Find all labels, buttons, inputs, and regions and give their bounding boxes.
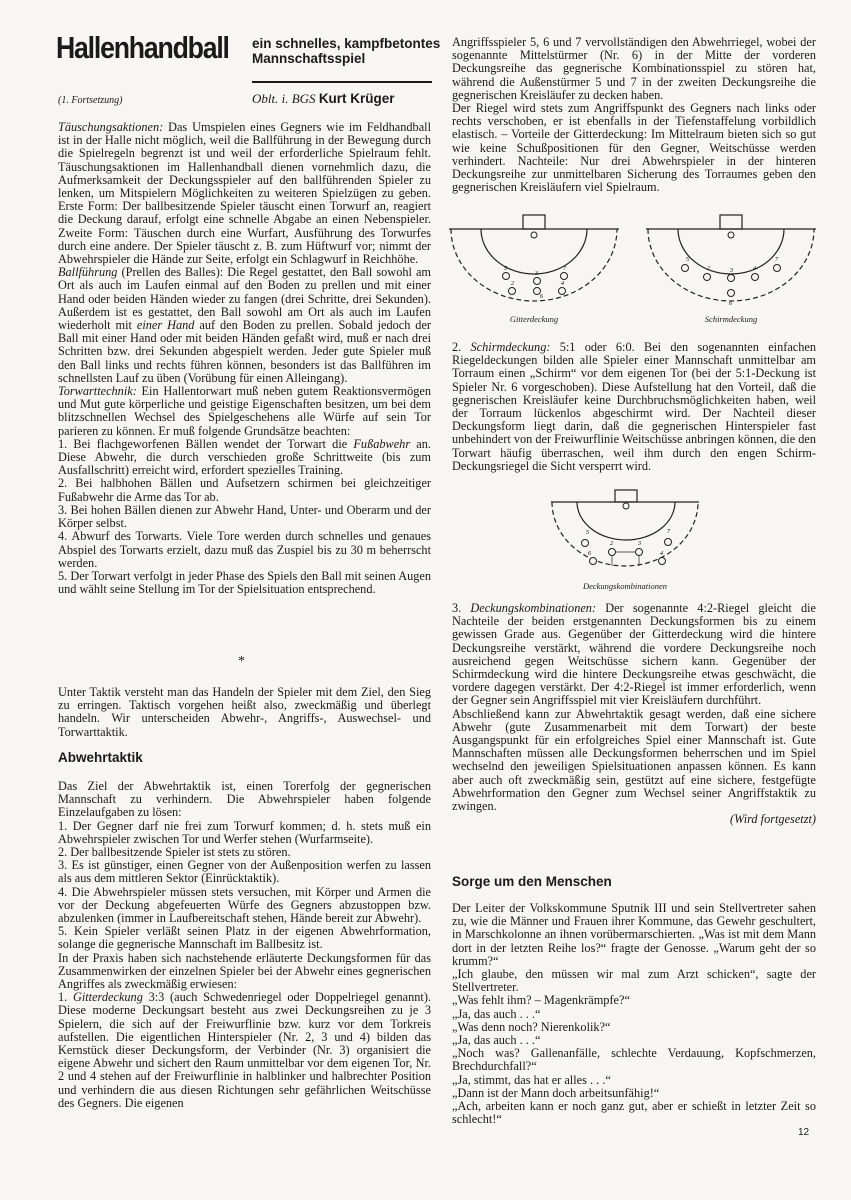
- paragraph-schirmdeckung: [452, 341, 816, 473]
- player-number: 7: [667, 529, 670, 535]
- diagram-caption: Schirmdeckung: [704, 314, 758, 324]
- lead-term: Täuschungsaktionen:: [58, 120, 164, 134]
- dialogue-line: „Ich glaube, den müssen wir mal zum Arzt schicken“, sagte der Stellvertreter.: [452, 967, 816, 995]
- paragraph-text: (Prellen des Balles): Die Regel gestattet, den Ball sowohl am Ort als auch im Laufen einmal auf den Boden zu prellen und mit einer Hand oder beiden Händen wieder zu fangen (drei Schritte, drei Sekunden). Außerdem ist es gestattet, den Ball sowohl am Ort als auch im Laufen wiederholt mit: [58, 265, 431, 333]
- dialogue-line: „Ja, stimmt, das hat er alles . . .“: [452, 1072, 611, 1087]
- paragraph-taktik: Unter Taktik versteht man das Handeln der Spieler mit dem Ziel, den Sieg zu erringen. Taktisch vorgehen heißt also, zweckmäßig und überlegt handeln. Wir unterscheiden Abwehr-, Angriffs-, Auswechsel- und Torwarttaktik.: [58, 685, 431, 739]
- author-rank: Oblt. i. BGS: [252, 91, 316, 106]
- list-item: 1. Der Gegner darf nie frei zum Torwurf kommen; d. h. stets muß ein Abwehrspieler zwischen Tor und Werfer stehen (Wurfarmseite).: [58, 818, 431, 846]
- right-column-schirm: [452, 341, 816, 473]
- left-column-abwehr: [58, 780, 431, 1110]
- player-number: 6: [729, 301, 732, 307]
- article-title: Hallenhandball: [56, 30, 229, 65]
- paragraph-text: 3:3 (auch Schwedenriegel oder Doppelriegel genannt). Diese moderne Deckungsart besteht aus zwei Deckungsreihen zu je 3 Spielern, die sich auf der Freiwurflinie bzw. kurz vor dem Torkreis aufstellen. Die eigentlichen Hinterspieler (Nr. 2, 3 und 4) bilden das Kernstück dieser Deckungsform, der Verbinder (Nr. 3) organisiert die eigene Abwehr und sichert den Raum unmittelbar vor dem eigenen Tor, Nr. 2 und 4 stehen auf der Freiwurflinie in halblinker und halbrechter Position und verhindern die aus diesen Richtungen sehr gefährlichen Weitschüsse des Gegners. Die eigenen: [58, 990, 431, 1110]
- dialogue-line: „Dann ist der Mann doch arbeitsunfähig!“: [452, 1085, 660, 1100]
- paragraph-deckungskombinationen: [452, 602, 816, 708]
- emphasis: einer Hand: [136, 318, 195, 333]
- dialogue-line: „Ja, das auch . . .“: [452, 1006, 541, 1021]
- paragraph-text: an. Diese Abwehr, die durch verschieden große Schrittweite (bis zum Ausfallschritt) erreicht wird, erfordert spezielles Training.: [58, 436, 431, 478]
- list-item: 3. Bei hohen Bällen dienen zur Abwehr Hand, Unter- und Oberarm und der Körper selbst.: [58, 502, 431, 531]
- paragraph-text: Ein Hallentorwart muß neben gutem Reaktionsvermögen und Mut gute körperliche und geistige Eigenschaften besitzen, um bei dem blitzschnellen Wechsel des Spielgeschehens alle Würfe auf sein Tor parieren zu können. Er muß folgende Grundsätze beachten:: [58, 384, 431, 438]
- player-number: 4: [561, 281, 564, 287]
- court-diagram-gitter: [448, 213, 620, 309]
- diagram-schirmdeckung: [645, 213, 817, 324]
- player-number: 5: [686, 257, 689, 263]
- paragraph-riegel: Der Riegel wird stets zum Angriffspunkt des Gegners nach links oder rechts verschoben, er ist ebenfalls in der Tiefenstaffelung vorbildlich elastisch. – Vorteile der Gitterdeckung: Im Mittelraum bieten sich so gut wie keine Schußpositionen für den Gegner, Weitschüsse werden verhindert. Nachteile: Nur drei Abwehrspieler in der hinteren Deckungsreihe zur unmittelbaren Sicherung des Torraumes geben den gegnerischen Kreisläufern viel Spielraum.: [452, 101, 816, 195]
- list-item: 5. Der Torwart verfolgt in jeder Phase des Spiels den Ball mit seinen Augen und wählt seine Stellung im Tor der Spielsituation entsprechend.: [58, 568, 431, 597]
- list-item: 2. Der ballbesitzende Spieler ist stets zu stören.: [58, 845, 291, 860]
- page-number: 12: [798, 1127, 810, 1138]
- author-line: [252, 91, 395, 107]
- section-separator-star: *: [238, 654, 245, 669]
- article-subtitle: [252, 36, 440, 66]
- player-number: 6: [540, 294, 543, 300]
- diagram-caption: Gitterdeckung: [509, 314, 559, 324]
- player-number: 3: [730, 268, 733, 274]
- paragraph-ballfuehrung: [58, 266, 431, 385]
- left-column-technique: [58, 121, 431, 596]
- dialogue-line: „Was fehlt ihm? – Magenkrämpfe?“: [452, 993, 630, 1008]
- subtitle-line-1: ein schnelles, kampfbetontes: [252, 36, 441, 51]
- lead-term: Schirmdeckung:: [470, 340, 551, 354]
- list-item: 3. Es ist günstiger, einen Gegner von der Außenposition werfen zu lassen als aus dem mittleren Sektor (Einrücktaktik).: [58, 858, 431, 886]
- emphasis: Fußabwehr: [353, 436, 411, 451]
- paragraph-gitterdeckung: [58, 991, 431, 1110]
- list-number: 3.: [452, 601, 471, 615]
- player-number: 7: [563, 266, 566, 272]
- list-number: 1.: [58, 990, 73, 1005]
- anecdote-sorge: [452, 902, 816, 1126]
- diagram-gitterdeckung: [448, 213, 620, 324]
- list-item: 4. Abwurf des Torwarts. Viele Tore werden durch schnelles und genaues Abspiel des Torwarts erzielt, dazu muß das Zuspiel bis zu 30 m beherrscht werden.: [58, 529, 431, 570]
- paragraph-text: Der sogenannte 4:2-Riegel gleicht die Nachteile der beiden erstgenannten Deckungsformen bis zu einem gewissen Grade aus. Gegenüber der Gitterdeckung wird die hintere Deckungsreihe verstärkt, während die vordere Deckungsreihe noch ausreichend gegen Weitschüsse sichern kann. Gegenüber der Schirmdeckung wird die hintere Deckungsreihe etwas geschwächt, die vordere dagegen verstärkt. Der 4:2-Riegel ist immer erforderlich, wenn der Gegner sein Angriffsspiel mit vier Kreisläufern durchführt.: [452, 601, 817, 708]
- dialogue-line: „Ach, arbeiten kann er noch ganz gut, aber er schießt in letzter Zeit so schlecht!“: [452, 1099, 816, 1127]
- player-number: 2: [610, 541, 613, 547]
- right-column-top: [452, 36, 816, 194]
- subtitle-line-2: Mannschaftsspiel: [252, 51, 366, 66]
- paragraph-text: auf den Boden zu prellen. Sobald jedoch der Ball mit einer Hand oder mit beiden Händen gefaßt wird, muß er nach drei Schritten bzw. drei Sekunden abgespielt werden. Jeder gute Spieler muß den Ball links und rechts führen können, besonders ist das Ballführen im schnellsten Lauf zu üben (Vorübung für einen Alleingang).: [58, 318, 431, 385]
- section-heading-abwehrtaktik: Abwehrtaktik: [58, 750, 143, 765]
- dialogue-line: „Was denn noch? Nierenkolik?“: [452, 1019, 611, 1034]
- paragraph-angriffsspieler: Angriffsspieler 5, 6 und 7 vervollständigen den Abwehrriegel, wobei der sogenannte Mittelstürmer (Nr. 6) in der Mitte der vorderen Deckungsreihe das gegnerische Kombinationsspiel zu stören hat, während die Außenstürmer 5 und 7 in der zweiten Deckungsreihe die gegnerischen Kreisläufer zu decken haben.: [452, 35, 816, 102]
- to-be-continued-note: (Wird fortgesetzt): [730, 812, 816, 827]
- player-number: 6: [588, 551, 591, 557]
- right-column-kombi: [452, 602, 816, 826]
- lead-term: Torwarttechnik:: [58, 384, 137, 399]
- list-item: 2. Bei halbhohen Bällen und Aufsetzern schirmen bei gleichzeitiger Fußabwehr die Arme das Tor ab.: [58, 476, 431, 504]
- paragraph-text: Das Umspielen eines Gegners wie im Feldhandball ist in der Halle nicht möglich, weil die Ballführung in der Bewegung durch die Spielregeln begrenzt ist und weil der erforderliche Spielraum fehlt. Täuschungsaktionen im Hallenhandball dienen vornehmlich dazu, die Aufmerksamkeit der Deckungsspieler auf den ballführenden Spieler zu lenken, um Mitspielern Möglichkeiten zu weiteren Spielzügen zu geben. Erste Form: Der ballbesitzende Spieler täuscht einen Torwurf an, reagiert die Deckung darauf, erfolgt eine schnelle Abgabe an einen Nebenspieler. Zweite Form: Täuschen durch eine Wurfart, Ausführung des Torwurfes durch eine andere. Der Spieler täuscht z. B. zum Hüftwurf vor; nimmt der Abwehrspieler die Hände zur Seite, erfolgt ein Schlagwurf in Reichhöhe.: [58, 120, 431, 267]
- dialogue-line: „Ja, das auch . . .“: [452, 1033, 541, 1048]
- paragraph-text: 1. Bei flachgeworfenen Bällen wendet der Torwart die: [58, 436, 354, 451]
- player-number: 2: [707, 266, 710, 272]
- lead-term: Ballführung: [58, 265, 118, 280]
- paragraph-abschluss: Abschließend kann zur Abwehrtaktik gesagt werden, daß eine sichere Abwehr (gute Zusammenarbeit mit dem Torwart) der beste Ausgangspunkt für ein erfolgreiches Spiel einer Mannschaft ist. Gute Mannschaften müssen alle Deckungsformen beherrschen und im Spiel wechselnd den jeweiligen Spielsituationen anpassen können. Es kann aber auch oft zweckmäßig sein, gestützt auf eine sichere, festgefügte Abwehrformation den Gegner zum Wechsel seiner Angriffstaktik zu zwingen.: [452, 706, 816, 814]
- player-number: 7: [775, 257, 778, 263]
- player-number: 5: [586, 530, 589, 536]
- list-item: 4. Die Abwehrspieler müssen stets versuchen, mit Körper und Armen die vor der Deckung abgefeuerten Würfe des Gegners abzustoppen bzw. abzulenken (immer in Laufbereitschaft stehen, Hände bereit zur Abwehr).: [58, 884, 431, 926]
- paragraph-intro: Der Leiter der Volkskommune Sputnik III und sein Stellvertreter sahen zu, wie die Männer und Frauen ihrer Kommune, das Gewehr geschultert, in Marschkolonne an ihnen vorübermarschierten. „Was ist mit dem Mann dort in der letzten Reihe los?“ fragte der Genosse. „Warum geht der so krumm?“: [452, 901, 816, 968]
- paragraph-text: 5:1 oder 6:0. Bei den sogenannten einfachen Riegeldeckungen bilden alle Spieler einer Mannschaft unmittelbar am Torraum einen „Schirm“ vor dem eigenen Tor (bei der 5:1-Deckung ist Spieler Nr. 6 vorgeschoben). Diese Aufstellung hat den Vorteil, daß die gegnerischen Kreisläufer keine Durchbruchsmöglichkeiten haben, weil der Torraum lückenlos abgeschirmt wird. Der Nachteil dieser Deckungsform liegt darin, daß die gegnerischen Hinterspieler fast unbehindert von der Freiwurflinie Weitschüsse anbringen können, die den Torwart häufig überraschen, weil ihm durch den engen Schirm-Deckungsriegel die Sicht versperrt wird.: [452, 340, 816, 473]
- player-number: 3: [535, 271, 538, 277]
- title-rule: [252, 81, 432, 83]
- player-number: 4: [660, 551, 663, 557]
- diagram-deckungskombinationen: [550, 488, 700, 591]
- paragraph-taeuschung: [58, 121, 431, 266]
- paragraph-praxis: In der Praxis haben sich nachstehende erläuterte Deckungsformen für das Zusammenwirken der einzelnen Spieler bei der Abwehr eines gegnerischen Angriffes als zweckmäßig erwiesen:: [58, 950, 431, 992]
- court-diagram-schirm: [645, 213, 817, 309]
- list-number: 2.: [452, 340, 471, 354]
- paragraph-torwarttechnik: [58, 385, 431, 438]
- dialogue-line: „Noch was? Gallenanfälle, schlechte Verdauung, Kopfschmerzen, Brechdurchfall?“: [452, 1046, 816, 1074]
- player-number: 5: [504, 266, 507, 272]
- list-item: [58, 438, 431, 478]
- diagram-caption: Deckungskombinationen: [582, 581, 668, 591]
- left-column-taktik: [58, 686, 431, 739]
- player-number: 4: [753, 266, 756, 272]
- author-name: Kurt Krüger: [318, 91, 395, 106]
- court-diagram-kombi: [550, 488, 700, 576]
- lead-term: Deckungskombinationen:: [470, 601, 597, 615]
- player-number: 3: [638, 541, 641, 547]
- section-heading-sorge: Sorge um den Menschen: [452, 874, 612, 889]
- paragraph-ziel: Das Ziel der Abwehrtaktik ist, einen Torerfolg der gegnerischen Mannschaft zu verhindern. Die Abwehrspieler haben folgende Einzelaufgaben zu lösen:: [58, 779, 431, 820]
- player-number: 2: [511, 281, 514, 287]
- lead-term: Gitterdeckung: [72, 990, 143, 1005]
- continuation-note: (1. Fortsetzung): [58, 95, 123, 106]
- list-item: 5. Kein Spieler verläßt seinen Platz in der eigenen Abwehrformation, solange die gegnerische Mannschaft im Ballbesitz ist.: [58, 924, 431, 952]
